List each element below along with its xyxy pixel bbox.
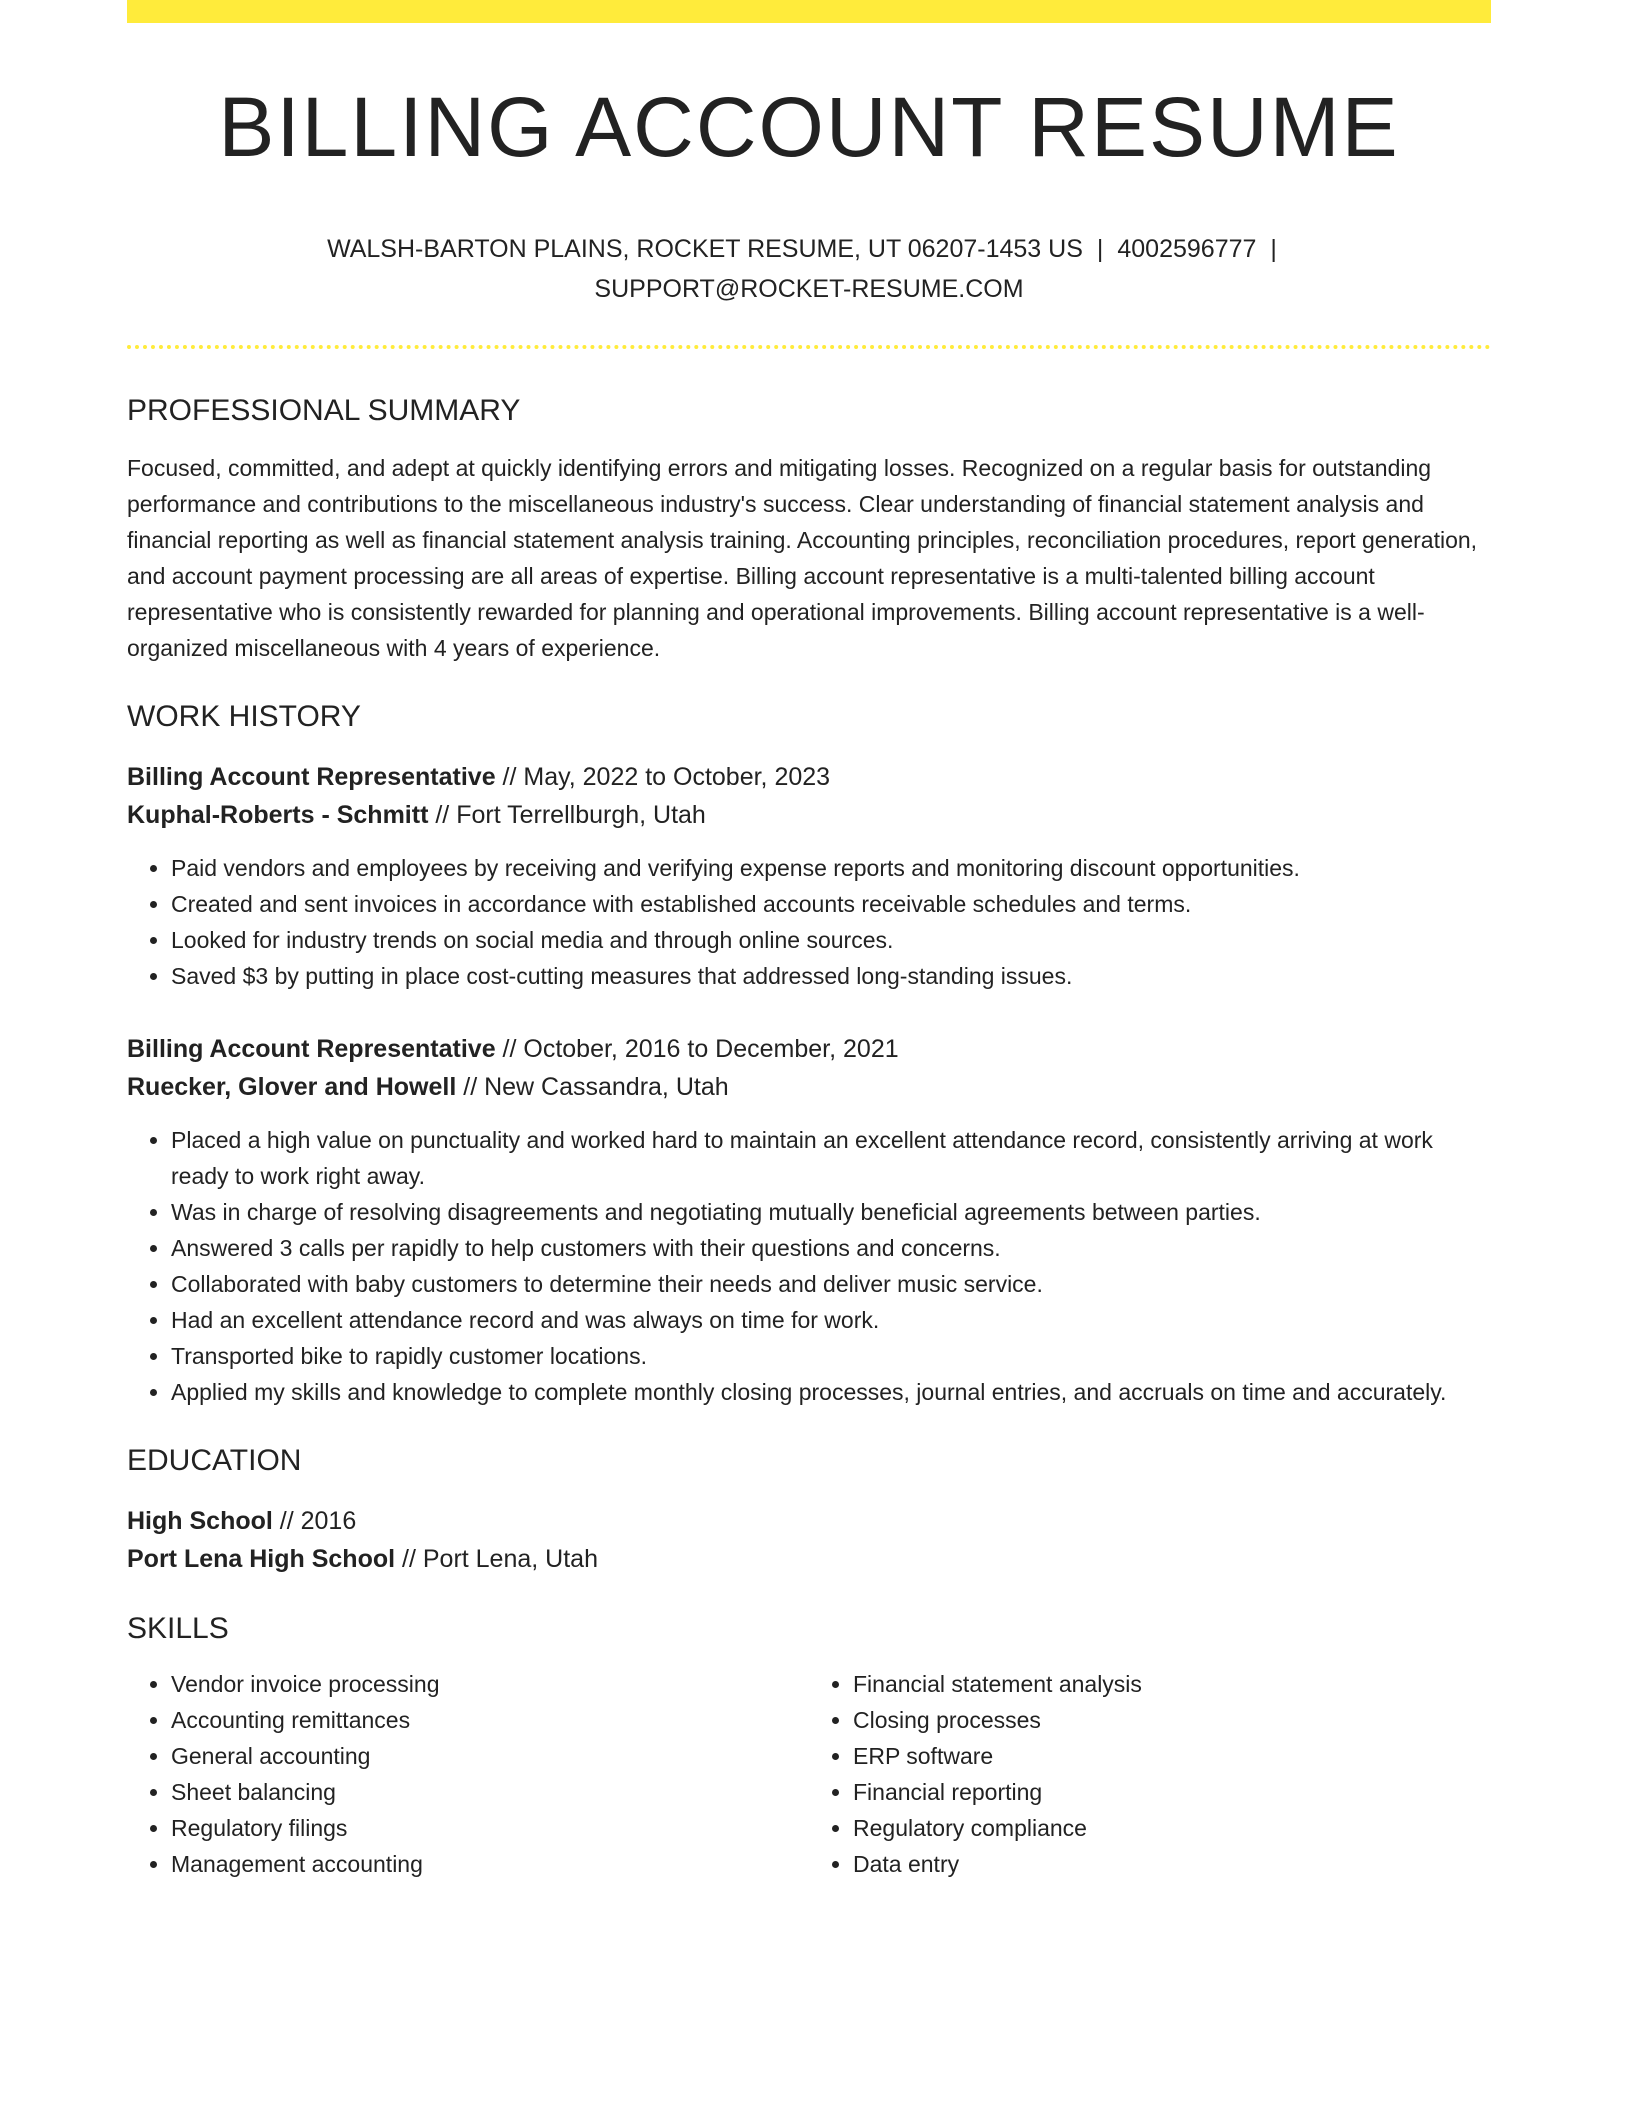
job-bullet: • Applied my skills and knowledge to complete monthly closing processes, journal entries, and accruals on time and accurately. xyxy=(171,1374,1491,1410)
skills-section xyxy=(127,1612,1491,1882)
job-bullet: • Was in charge of resolving disagreements and negotiating mutually beneficial agreements between parties. xyxy=(171,1194,1491,1230)
skills-columns xyxy=(127,1666,1491,1882)
job-bullet: • Transported bike to rapidly customer locations. xyxy=(171,1338,1491,1374)
summary-section xyxy=(127,394,1491,666)
education-section xyxy=(127,1444,1491,1578)
job-title-line xyxy=(127,758,1491,796)
summary-text: Focused, committed, and adept at quickly identifying errors and mitigating losses. Recognized on a regular basis for outstanding performance and contributions to the miscellaneous industry's success. Clear understanding of financial statement analysis and financial reporting as well as financial statement analysis training. Accounting principles, reconciliation procedures, report generation, and account payment processing are all areas of expertise. Billing account representative is a multi-talented billing account representative who is consistently rewarded for planning and operational improvements. Billing account representative is a well-organized miscellaneous with 4 years of experience. xyxy=(127,455,1478,661)
skills-right-list xyxy=(809,1666,1491,1882)
summary-heading: PROFESSIONAL SUMMARY xyxy=(127,394,521,427)
skill-item: • Closing processes xyxy=(853,1702,1491,1738)
job-title: Billing Account Representative xyxy=(127,1035,496,1063)
skill-item: • Financial statement analysis xyxy=(853,1666,1491,1702)
work-history-heading: WORK HISTORY xyxy=(127,700,361,733)
skill-item: • Sheet balancing xyxy=(171,1774,809,1810)
skills-heading: SKILLS xyxy=(127,1612,229,1645)
education-school: Port Lena High School xyxy=(127,1545,396,1573)
job-dates: // May, 2022 to October, 2023 xyxy=(495,763,831,791)
skill-item: • Regulatory compliance xyxy=(853,1810,1491,1846)
job-title-line xyxy=(127,1030,1491,1068)
education-degree: High School xyxy=(127,1507,273,1535)
skill-item: • Vendor invoice processing xyxy=(171,1666,809,1702)
job-dates: // October, 2016 to December, 2021 xyxy=(495,1035,899,1063)
job-bullet: • Created and sent invoices in accordance with established accounts receivable schedules and terms. xyxy=(171,886,1491,922)
work-history-section xyxy=(127,700,1491,1410)
job-company: Kuphal-Roberts - Schmitt xyxy=(127,801,429,829)
job-bullets xyxy=(127,1122,1491,1410)
job-company-line xyxy=(127,796,1491,834)
job-company-line xyxy=(127,1068,1491,1106)
resume-title: BILLING ACCOUNT RESUME xyxy=(218,80,1400,174)
skill-item: • Financial reporting xyxy=(853,1774,1491,1810)
education-heading: EDUCATION xyxy=(127,1444,302,1477)
skill-item: • Data entry xyxy=(853,1846,1491,1882)
skill-item: • Regulatory filings xyxy=(171,1810,809,1846)
job-entry xyxy=(127,1030,1491,1410)
job-company: Ruecker, Glover and Howell xyxy=(127,1073,457,1101)
job-title: Billing Account Representative xyxy=(127,763,496,791)
contact-info xyxy=(299,229,1319,309)
skill-item: • Accounting remittances xyxy=(171,1702,809,1738)
job-bullet: • Placed a high value on punctuality and worked hard to maintain an excellent attendance record, consistently arriving at work ready to work right away. xyxy=(171,1122,1491,1194)
job-bullet: • Had an excellent attendance record and was always on time for work. xyxy=(171,1302,1491,1338)
skill-item: • ERP software xyxy=(853,1738,1491,1774)
job-bullet: • Answered 3 calls per rapidly to help customers with their questions and concerns. xyxy=(171,1230,1491,1266)
job-bullet: • Paid vendors and employees by receiving and verifying expense reports and monitoring discount opportunities. xyxy=(171,850,1491,886)
contact-separator: | xyxy=(1270,235,1277,263)
contact-address: WALSH-BARTON PLAINS, ROCKET RESUME, UT 06207-1453 US xyxy=(327,235,1083,263)
job-location: // Fort Terrellburgh, Utah xyxy=(428,801,706,829)
education-location: // Port Lena, Utah xyxy=(395,1545,598,1573)
contact-separator: | xyxy=(1096,235,1104,263)
job-entry xyxy=(127,758,1491,994)
education-school-line xyxy=(127,1540,1491,1578)
skill-item: • Management accounting xyxy=(171,1846,809,1882)
job-bullet: • Looked for industry trends on social media and through online sources. xyxy=(171,922,1491,958)
skill-item: • General accounting xyxy=(171,1738,809,1774)
education-year: // 2016 xyxy=(272,1507,357,1535)
education-degree-line xyxy=(127,1502,1491,1540)
job-location: // New Cassandra, Utah xyxy=(456,1073,729,1101)
education-entry xyxy=(127,1502,1491,1578)
job-bullet: • Collaborated with baby customers to determine their needs and deliver music service. xyxy=(171,1266,1491,1302)
contact-email: SUPPORT@ROCKET-RESUME.COM xyxy=(594,275,1024,303)
skills-left-list xyxy=(127,1666,809,1882)
contact-phone: 4002596777 xyxy=(1117,235,1257,263)
job-bullet: • Saved $3 by putting in place cost-cutting measures that addressed long-standing issues. xyxy=(171,958,1491,994)
top-accent-bar xyxy=(127,0,1491,23)
resume-page xyxy=(127,0,1491,1882)
header-divider xyxy=(127,345,1491,349)
job-bullets xyxy=(127,850,1491,994)
